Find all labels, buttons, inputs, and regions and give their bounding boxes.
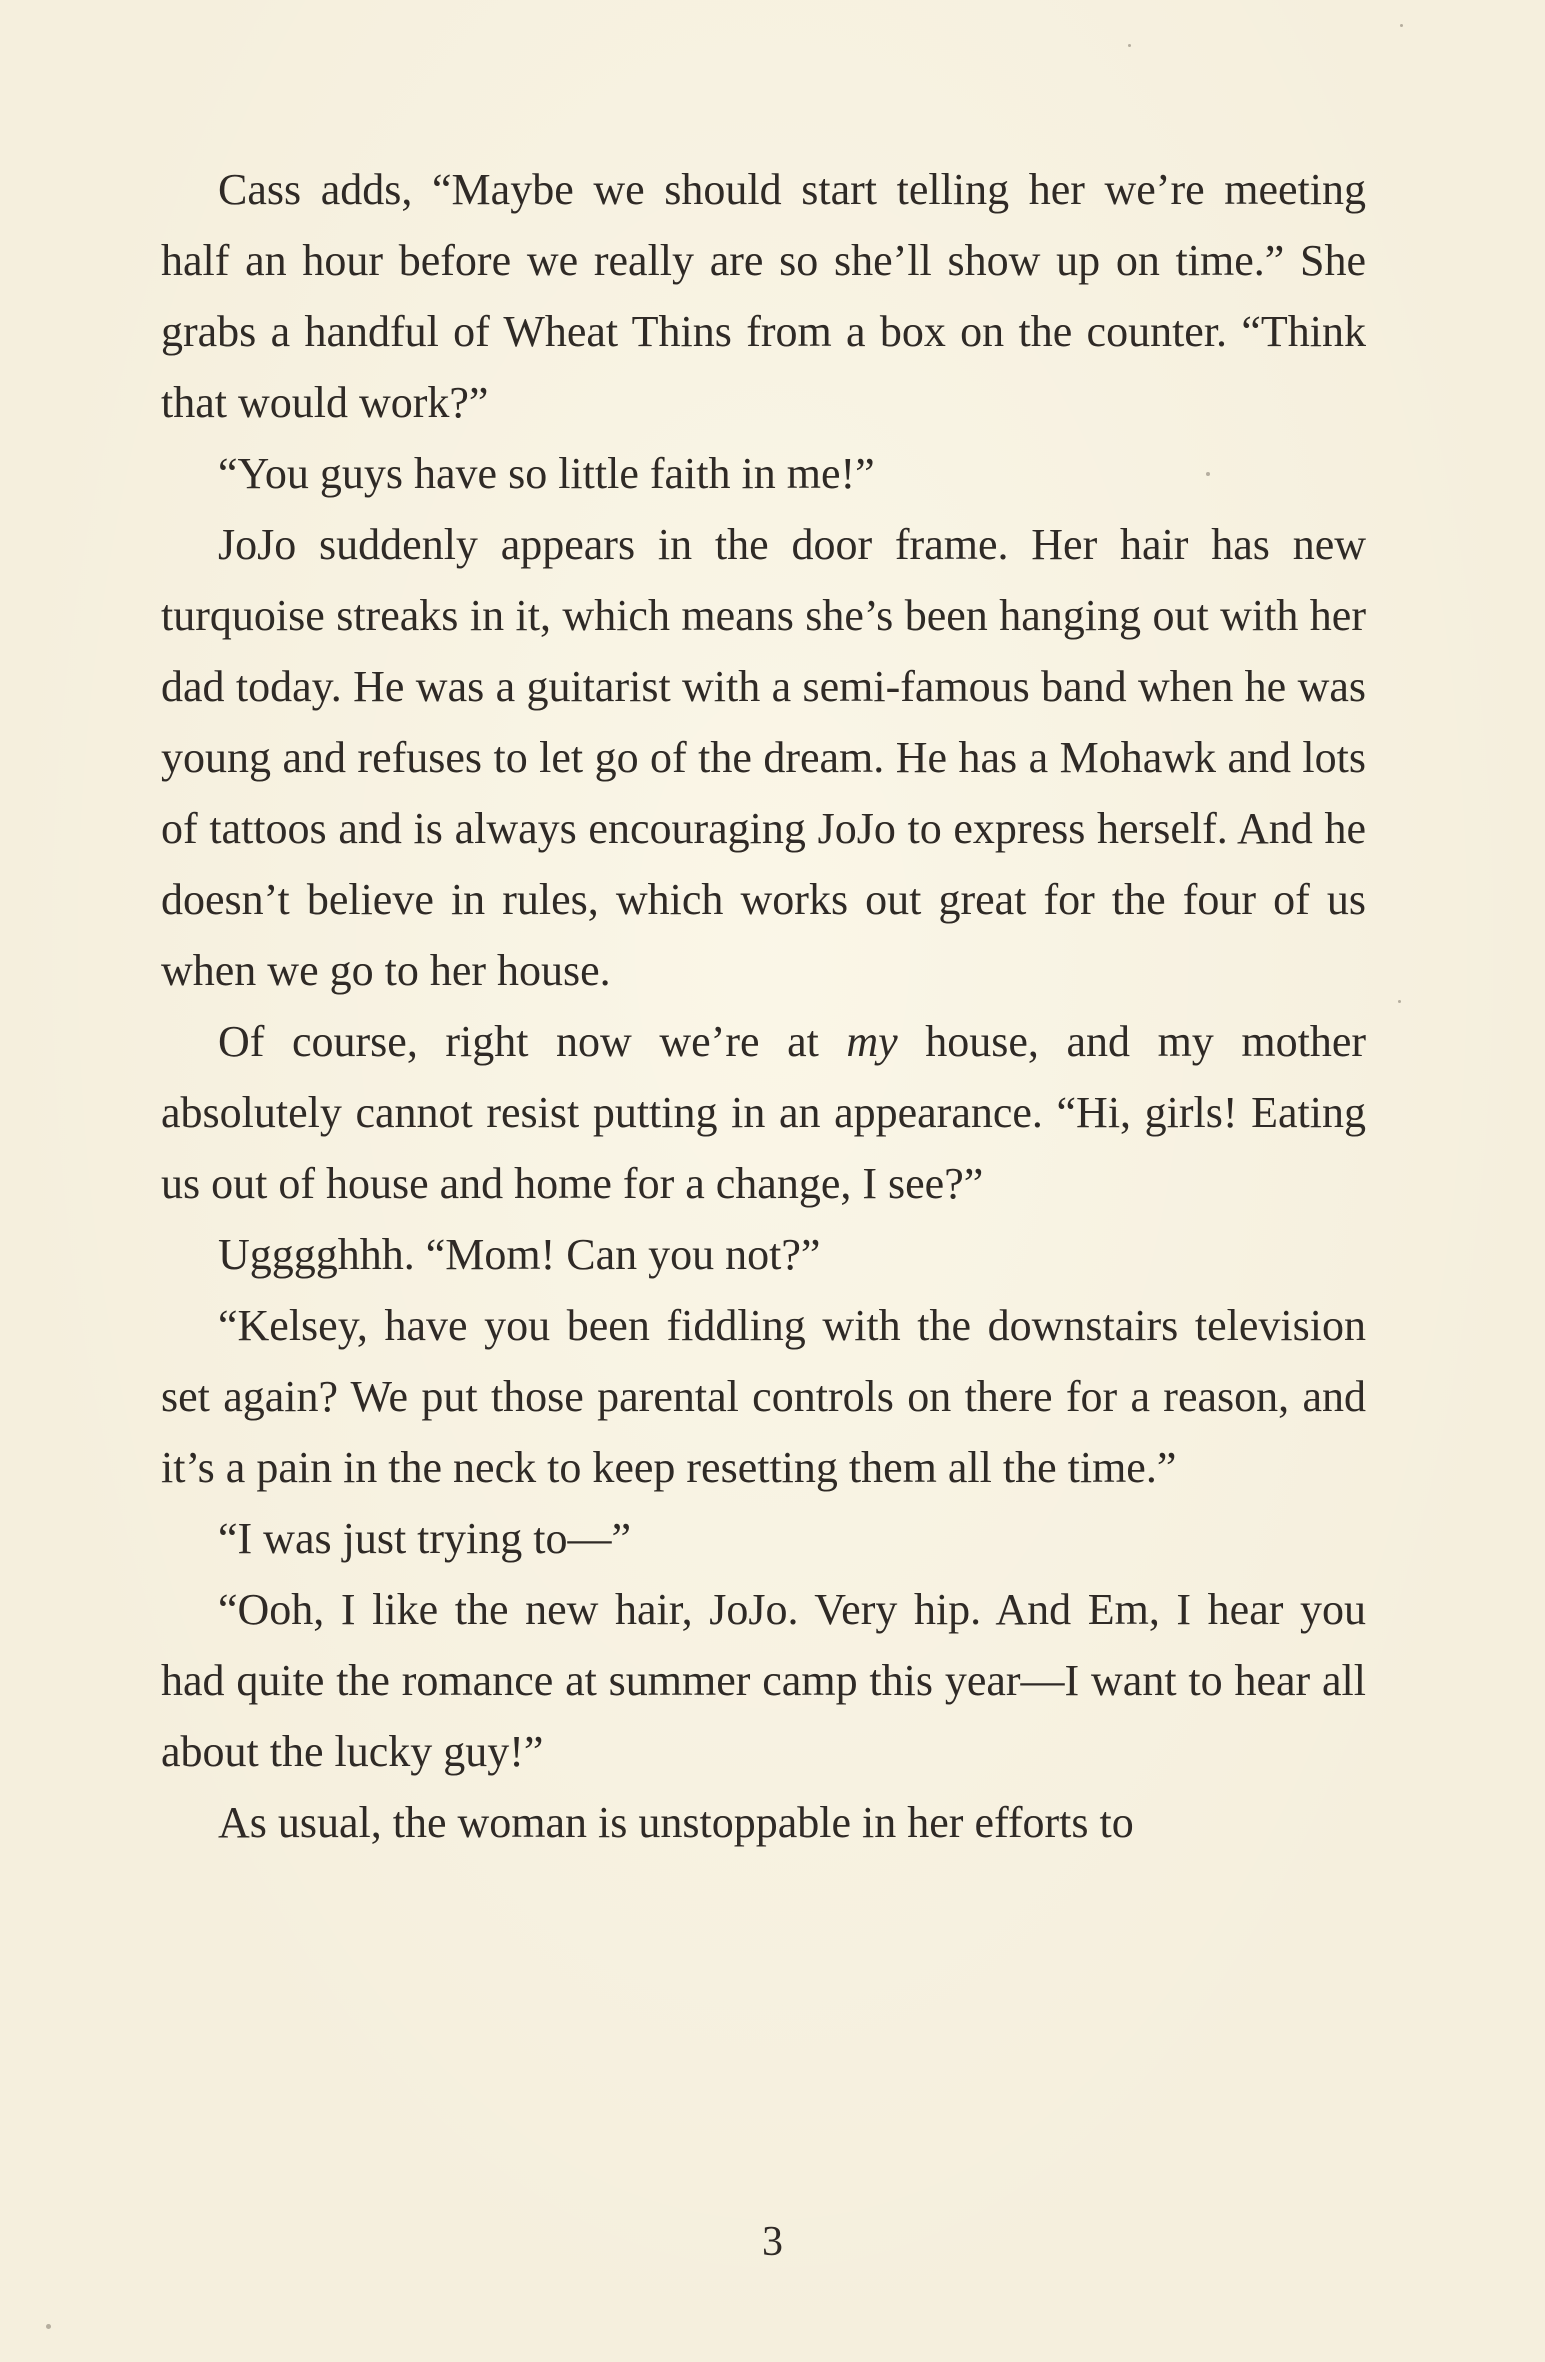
paragraph-text: As usual, the woman is unstoppable in her efforts to [218,1798,1134,1847]
paragraph-text: “Ooh, I like the new hair, JoJo. Very hip. And Em, I hear you had quite the romance at summer camp this year—I want to hear all about the lucky guy!” [161,1585,1366,1776]
paragraph [161,1006,1366,1219]
scan-speck [1128,44,1131,47]
scan-speck [1206,472,1210,476]
page-number: 3 [762,2219,783,2265]
scan-speck [46,2324,51,2329]
body-text [161,154,1366,1858]
paragraph [161,1219,1366,1290]
paragraph-text: “I was just trying to—” [218,1514,632,1563]
paragraph-text: “Kelsey, have you been fiddling with the downstairs television set again? We put those parental controls on there for a reason, and it’s a pain in the neck to keep resetting them all the time.” [161,1301,1366,1492]
paragraph [161,438,1366,509]
paragraph-text: house, and my mother absolutely cannot resist putting in an appearance. “Hi, girls! Eating us out of house and home for a change, I see?” [161,1017,1366,1208]
paragraph-text: Cass adds, “Maybe we should start telling her we’re meeting half an hour before we really are so she’ll show up on time.” She grabs a handful of Wheat Thins from a box on the counter. “Think that would work?” [161,165,1366,427]
paragraph [161,1503,1366,1574]
scan-speck [1398,1000,1401,1003]
paragraph [161,1574,1366,1787]
paragraph-text: “You guys have so little faith in me!” [218,449,875,498]
paragraph [161,1787,1366,1858]
emphasis-text: my [846,1017,898,1066]
scan-speck [1400,24,1403,27]
paragraph-text: Ugggghhh. “Mom! Can you not?” [218,1230,821,1279]
paragraph-text: Of course, right now we’re at [218,1017,847,1066]
paragraph [161,1290,1366,1503]
paragraph-text: JoJo suddenly appears in the door frame. Her hair has new turquoise streaks in it, which means she’s been hanging out with her dad today. He was a guitarist with a semi-famous band when he was young and refuses to let go of the dream. He has a Mohawk and lots of tattoos and is always encouraging JoJo to express herself. And he doesn’t believe in rules, which works out great for the four of us when we go to her house. [161,520,1366,995]
paragraph [161,509,1366,1006]
paragraph [161,154,1366,438]
